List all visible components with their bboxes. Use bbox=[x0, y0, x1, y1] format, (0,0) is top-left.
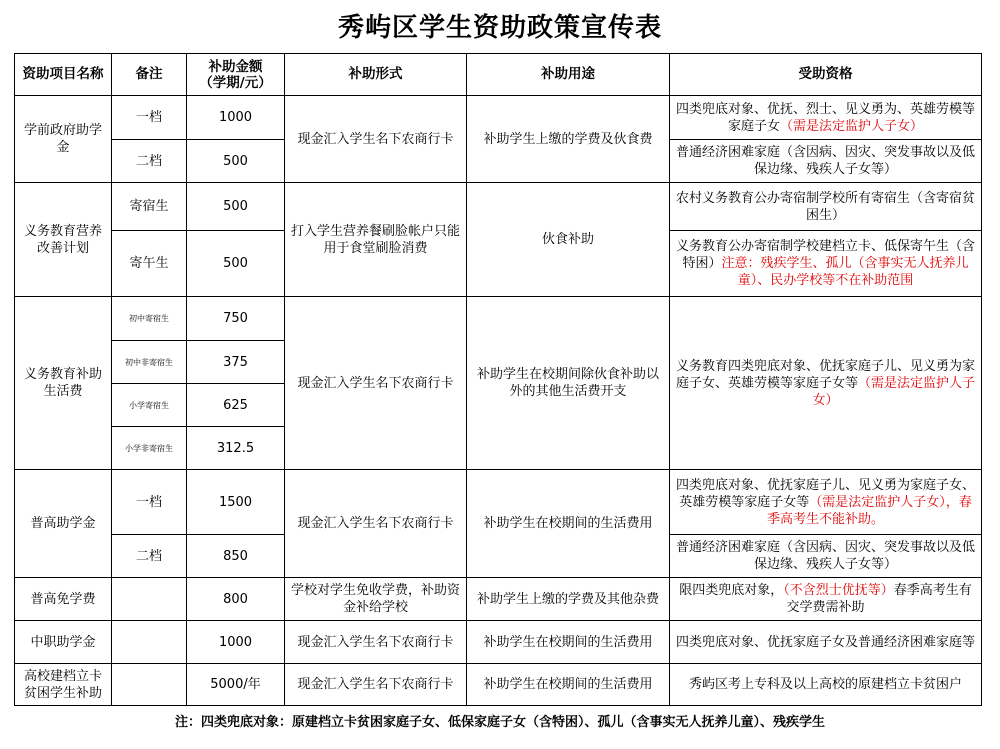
amount-cell: 5000/年 bbox=[187, 664, 285, 706]
use-cell: 补助学生上缴的学费及其他杂费 bbox=[467, 578, 670, 621]
amount-cell: 375 bbox=[187, 341, 285, 384]
eligibility-text: 四类兜底对象、优抚、烈士、见义勇为、英雄劳模等家庭子女 bbox=[675, 101, 975, 134]
table-row bbox=[15, 470, 982, 535]
table-row bbox=[15, 297, 982, 341]
eligibility-cell bbox=[670, 96, 982, 140]
table-row bbox=[15, 621, 982, 664]
project-name: 义务教育补助生活费 bbox=[15, 297, 112, 470]
project-name: 义务教育营养改善计划 bbox=[15, 183, 112, 297]
form-cell: 现金汇入学生名下农商行卡 bbox=[285, 621, 467, 664]
eligibility-text: 义务教育四类兜底对象、优抚家庭子儿、见义勇为家庭子女、英雄劳模等家庭子女等 bbox=[675, 358, 975, 391]
table-row bbox=[15, 578, 982, 621]
eligibility-text: 限四类兜底对象， bbox=[679, 583, 784, 598]
form-cell: 学校对学生免收学费，补助资金补给学校 bbox=[285, 578, 467, 621]
form-cell: 现金汇入学生名下农商行卡 bbox=[285, 470, 467, 578]
use-cell: 补助学生在校期间除伙食补助以外的其他生活费开支 bbox=[467, 297, 670, 470]
amount-cell: 850 bbox=[187, 535, 285, 578]
form-cell: 打入学生营养餐刷脸帐户只能用于食堂刷脸消费 bbox=[285, 183, 467, 297]
use-cell: 补助学生在校期间的生活费用 bbox=[467, 621, 670, 664]
header-amount: 补助金额 （学期/元） bbox=[187, 54, 285, 96]
remark-cell: 寄宿生 bbox=[112, 183, 187, 231]
form-cell: 现金汇入学生名下农商行卡 bbox=[285, 664, 467, 706]
page-title: 秀屿区学生资助政策宣传表 bbox=[337, 13, 662, 43]
policy-table bbox=[14, 53, 982, 706]
eligibility-text: 春季高考生有交学费需补助 bbox=[786, 583, 972, 615]
use-cell: 伙食补助 bbox=[467, 183, 670, 297]
project-name: 普高助学金 bbox=[15, 470, 112, 578]
amount-cell: 1000 bbox=[187, 96, 285, 140]
remark-cell: 小学寄宿生 bbox=[112, 384, 187, 427]
use-cell: 补助学生上缴的学费及伙食费 bbox=[467, 96, 670, 183]
remark-cell: 初中寄宿生 bbox=[112, 297, 187, 341]
remark-cell bbox=[112, 664, 187, 706]
remark-cell: 一档 bbox=[112, 470, 187, 535]
project-name: 普高免学费 bbox=[15, 578, 112, 621]
remark-cell bbox=[112, 578, 187, 621]
header-use: 补助用途 bbox=[467, 54, 670, 96]
eligibility-text: 四类兜底对象、优抚家庭子儿、见义勇为家庭子女、英雄劳模等家庭子女等 bbox=[675, 477, 975, 510]
eligibility-cell bbox=[670, 578, 982, 621]
header-form: 补助形式 bbox=[285, 54, 467, 96]
use-cell: 补助学生在校期间的生活费用 bbox=[467, 664, 670, 706]
project-name: 学前政府助学金 bbox=[15, 96, 112, 183]
eligibility-cell bbox=[670, 470, 982, 535]
amount-cell: 312.5 bbox=[187, 427, 285, 470]
eligibility-cell: 普通经济困难家庭（含因病、因灾、突发事故以及低保边缘、残疾人子女等） bbox=[670, 535, 982, 578]
remark-cell: 二档 bbox=[112, 140, 187, 183]
table-row bbox=[15, 664, 982, 706]
eligibility-cell bbox=[670, 297, 982, 470]
eligibility-warning: （需是法定监护人子女），春季高考生不能补助。 bbox=[766, 494, 972, 527]
form-cell: 现金汇入学生名下农商行卡 bbox=[285, 297, 467, 470]
amount-cell: 500 bbox=[187, 231, 285, 297]
eligibility-warning: （不含烈士优抚等） bbox=[783, 583, 894, 598]
remark-cell: 初中非寄宿生 bbox=[112, 341, 187, 384]
table-row bbox=[15, 183, 982, 231]
header-project: 资助项目名称 bbox=[15, 54, 112, 96]
eligibility-warning: （需是法定监护人子女） bbox=[780, 118, 924, 134]
header-remark: 备注 bbox=[112, 54, 187, 96]
footnote: 注：四类兜底对象：原建档立卡贫困家庭子女、低保家庭子女（含特困）、孤儿（含事实无人抚养儿童）、残疾学生 bbox=[174, 715, 825, 730]
eligibility-text: 义务教育公办寄宿制学校建档立卡、低保寄午生（含特困） bbox=[675, 239, 975, 271]
eligibility-cell bbox=[670, 231, 982, 297]
amount-cell: 625 bbox=[187, 384, 285, 427]
form-cell: 现金汇入学生名下农商行卡 bbox=[285, 96, 467, 183]
remark-cell bbox=[112, 621, 187, 664]
remark-cell: 小学非寄宿生 bbox=[112, 427, 187, 470]
use-cell: 补助学生在校期间的生活费用 bbox=[467, 470, 670, 578]
remark-cell: 一档 bbox=[112, 96, 187, 140]
header-eligibility: 受助资格 bbox=[670, 54, 982, 96]
amount-cell: 750 bbox=[187, 297, 285, 341]
remark-cell: 二档 bbox=[112, 535, 187, 578]
amount-cell: 500 bbox=[187, 183, 285, 231]
eligibility-warning: 注意：残疾学生、孤儿（含事实无人抚养儿童）、民办学校等不在补助范围 bbox=[721, 256, 969, 288]
eligibility-cell: 普通经济困难家庭（含因病、因灾、突发事故以及低保边缘、残疾人子女等） bbox=[670, 140, 982, 183]
amount-cell: 800 bbox=[187, 578, 285, 621]
table-row bbox=[15, 96, 982, 140]
amount-cell: 1500 bbox=[187, 470, 285, 535]
amount-cell: 1000 bbox=[187, 621, 285, 664]
amount-cell: 500 bbox=[187, 140, 285, 183]
project-name: 中职助学金 bbox=[15, 621, 112, 664]
eligibility-cell: 四类兜底对象、优抚家庭子女及普通经济困难家庭等 bbox=[670, 621, 982, 664]
header-row bbox=[15, 54, 982, 96]
eligibility-cell: 农村义务教育公办寄宿制学校所有寄宿生（含寄宿贫困生） bbox=[670, 183, 982, 231]
project-name: 高校建档立卡贫困学生补助 bbox=[15, 664, 112, 706]
eligibility-warning: （需是法定监护人子女） bbox=[812, 375, 976, 408]
eligibility-cell: 秀屿区考上专科及以上高校的原建档立卡贫困户 bbox=[670, 664, 982, 706]
remark-cell: 寄午生 bbox=[112, 231, 187, 297]
